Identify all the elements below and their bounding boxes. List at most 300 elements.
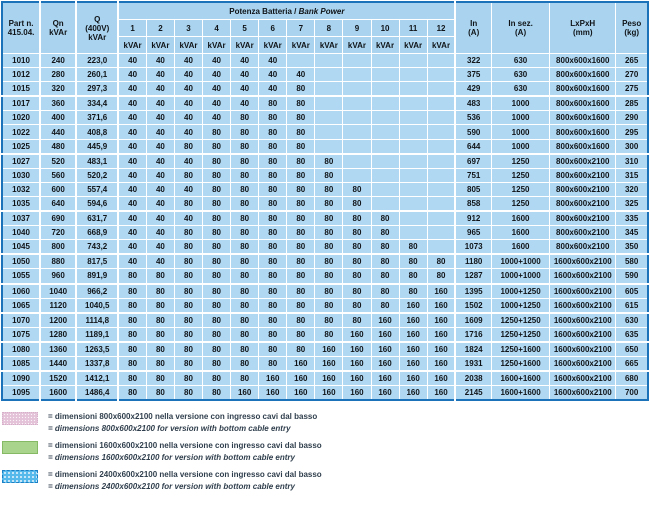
cell-bank-6: 160: [259, 386, 287, 401]
cell-bank-2: 40: [146, 211, 174, 226]
cell-bank-2: 80: [146, 342, 174, 357]
cell-part: 1040: [2, 226, 40, 240]
cell-part: 1080: [2, 342, 40, 357]
cell-in-sez: 1600: [492, 240, 550, 255]
cell-q400: 371,6: [76, 111, 118, 125]
cell-qn: 880: [40, 254, 76, 269]
cell-bank-8: 80: [315, 298, 343, 313]
cell-q400: 223,0: [76, 54, 118, 68]
header-bank-col-5: 5: [231, 20, 259, 37]
cell-qn: 1520: [40, 371, 76, 386]
header-bank-col-1: 1: [118, 20, 146, 37]
cell-qn: 1600: [40, 386, 76, 401]
header-bank-col-3: 3: [174, 20, 202, 37]
cell-in-sez: 630: [492, 68, 550, 82]
cell-bank-9: [343, 168, 371, 182]
cell-bank-5: 80: [231, 111, 259, 125]
legend-line-en: = dimensions 2400x600x2100 for version with bottom cable entry: [48, 482, 295, 492]
cell-bank-11: 80: [399, 240, 427, 255]
cell-qn: 320: [40, 82, 76, 97]
table-row: [2, 182, 648, 196]
cell-bank-6: 80: [259, 168, 287, 182]
cell-bank-1: 40: [118, 211, 146, 226]
cell-bank-4: 80: [203, 182, 231, 196]
cell-qn: 1440: [40, 356, 76, 371]
cell-bank-12: [427, 168, 455, 182]
cell-bank-3: 80: [174, 168, 202, 182]
cell-bank-7: 160: [287, 371, 315, 386]
cell-peso: 285: [616, 96, 648, 111]
header-label: kVAr: [88, 32, 107, 42]
header-part-n: [2, 2, 40, 54]
header-peso: [616, 2, 648, 54]
cell-bank-1: 80: [118, 342, 146, 357]
cell-part: 1030: [2, 168, 40, 182]
cell-bank-1: 40: [118, 226, 146, 240]
cell-bank-4: 40: [203, 82, 231, 97]
cell-part: 1085: [2, 356, 40, 371]
cell-bank-11: 80: [399, 254, 427, 269]
cell-bank-1: 80: [118, 356, 146, 371]
cell-bank-8: 80: [315, 284, 343, 299]
cell-bank-3: 40: [174, 82, 202, 97]
table-row: [2, 342, 648, 357]
table-row: [2, 269, 648, 284]
cell-peso: 325: [616, 196, 648, 211]
cell-bank-9: [343, 139, 371, 154]
cell-bank-9: 80: [343, 298, 371, 313]
cell-peso: 650: [616, 342, 648, 357]
cell-bank-11: [399, 182, 427, 196]
cell-q400: 631,7: [76, 211, 118, 226]
cell-peso: 580: [616, 254, 648, 269]
cell-bank-10: [371, 68, 399, 82]
cell-bank-10: 80: [371, 211, 399, 226]
header-label: (A): [468, 28, 480, 37]
header-label: Peso: [622, 19, 642, 28]
cell-peso: 590: [616, 269, 648, 284]
header-label: Part n.: [8, 19, 34, 28]
cell-bank-11: [399, 68, 427, 82]
cell-qn: 280: [40, 68, 76, 82]
header-bank-power-group: [118, 2, 455, 20]
cell-bank-10: [371, 96, 399, 111]
cell-in: 2038: [455, 371, 491, 386]
cell-bank-5: 80: [231, 327, 259, 342]
cell-dimensions: 800x600x2100: [550, 168, 616, 182]
header-label: Q: [94, 14, 101, 24]
cell-bank-3: 80: [174, 342, 202, 357]
header-label: 415.04.: [7, 28, 35, 37]
cell-peso: 300: [616, 139, 648, 154]
cell-bank-7: 80: [287, 342, 315, 357]
header-bank-unit-4: kVAr: [203, 37, 231, 54]
cell-bank-9: 80: [343, 182, 371, 196]
cell-bank-5: 80: [231, 298, 259, 313]
cell-peso: 605: [616, 284, 648, 299]
cell-bank-1: 40: [118, 125, 146, 139]
cell-bank-12: [427, 96, 455, 111]
legend-swatch-blue: [2, 470, 38, 483]
cell-bank-10: [371, 182, 399, 196]
cell-qn: 600: [40, 182, 76, 196]
cell-bank-9: 160: [343, 371, 371, 386]
cell-bank-6: 80: [259, 182, 287, 196]
legend-item: [2, 411, 650, 435]
table-row: [2, 111, 648, 125]
cell-bank-10: [371, 139, 399, 154]
cell-bank-11: [399, 96, 427, 111]
cell-bank-7: 80: [287, 125, 315, 139]
cell-q400: 1040,5: [76, 298, 118, 313]
cell-bank-11: 160: [399, 342, 427, 357]
table-row: [2, 54, 648, 68]
cell-bank-8: [315, 96, 343, 111]
cell-in-sez: 1600: [492, 211, 550, 226]
cell-in: 697: [455, 154, 491, 169]
cell-bank-4: 80: [203, 342, 231, 357]
cell-in: 1824: [455, 342, 491, 357]
cell-bank-9: 80: [343, 196, 371, 211]
cell-peso: 335: [616, 211, 648, 226]
header-in: [455, 2, 491, 54]
capacitor-bank-spec-table: [1, 1, 649, 401]
cell-bank-9: [343, 68, 371, 82]
cell-bank-4: 40: [203, 111, 231, 125]
cell-dimensions: 1600x600x2100: [550, 313, 616, 328]
cell-part: 1055: [2, 269, 40, 284]
cell-dimensions: 1600x600x2100: [550, 327, 616, 342]
cell-bank-1: 40: [118, 68, 146, 82]
cell-bank-7: 160: [287, 356, 315, 371]
cell-in: 483: [455, 96, 491, 111]
cell-bank-2: 80: [146, 386, 174, 401]
cell-bank-12: [427, 226, 455, 240]
cell-in-sez: 1000: [492, 139, 550, 154]
cell-bank-4: 40: [203, 68, 231, 82]
cell-qn: 720: [40, 226, 76, 240]
cell-peso: 680: [616, 371, 648, 386]
cell-bank-8: 80: [315, 313, 343, 328]
cell-dimensions: 1600x600x2100: [550, 386, 616, 401]
cell-bank-2: 80: [146, 327, 174, 342]
cell-bank-12: [427, 211, 455, 226]
header-bank-col-7: 7: [287, 20, 315, 37]
cell-bank-5: 40: [231, 54, 259, 68]
cell-bank-4: 80: [203, 371, 231, 386]
cell-bank-11: 160: [399, 298, 427, 313]
cell-in-sez: 630: [492, 54, 550, 68]
legend-line-en: = dimensions 800x600x2100 for version with bottom cable entry: [48, 424, 291, 434]
header-bank-unit-11: kVAr: [399, 37, 427, 54]
cell-bank-10: 160: [371, 386, 399, 401]
cell-bank-11: 160: [399, 371, 427, 386]
cell-bank-2: 40: [146, 226, 174, 240]
cell-part: 1060: [2, 284, 40, 299]
cell-peso: 350: [616, 240, 648, 255]
cell-peso: 700: [616, 386, 648, 401]
table-row: [2, 68, 648, 82]
table-row: [2, 154, 648, 169]
cell-dimensions: 800x600x1600: [550, 125, 616, 139]
cell-bank-1: 80: [118, 298, 146, 313]
cell-bank-10: [371, 111, 399, 125]
cell-bank-4: 40: [203, 54, 231, 68]
cell-bank-11: 80: [399, 269, 427, 284]
cell-part: 1032: [2, 182, 40, 196]
cell-bank-2: 40: [146, 168, 174, 182]
cell-bank-2: 40: [146, 254, 174, 269]
catalog-page: [0, 1, 650, 516]
cell-bank-8: 80: [315, 211, 343, 226]
dimension-legend: [2, 411, 650, 493]
header-bank-unit-2: kVAr: [146, 37, 174, 54]
cell-q400: 557,4: [76, 182, 118, 196]
cell-bank-11: [399, 196, 427, 211]
cell-bank-5: 80: [231, 154, 259, 169]
cell-bank-6: 80: [259, 269, 287, 284]
cell-dimensions: 800x600x2100: [550, 154, 616, 169]
cell-bank-3: 80: [174, 371, 202, 386]
legend-text: [48, 411, 317, 435]
cell-bank-2: 80: [146, 269, 174, 284]
cell-bank-9: 80: [343, 284, 371, 299]
cell-bank-2: 80: [146, 284, 174, 299]
cell-in: 429: [455, 82, 491, 97]
cell-bank-7: 80: [287, 211, 315, 226]
cell-bank-7: 80: [287, 226, 315, 240]
cell-q400: 1412,1: [76, 371, 118, 386]
cell-peso: 290: [616, 111, 648, 125]
cell-bank-5: 80: [231, 313, 259, 328]
cell-bank-1: 40: [118, 154, 146, 169]
cell-bank-8: 80: [315, 240, 343, 255]
cell-in-sez: 1000: [492, 125, 550, 139]
header-bank-col-12: 12: [427, 20, 455, 37]
cell-part: 1010: [2, 54, 40, 68]
cell-bank-11: 160: [399, 327, 427, 342]
header-bank-col-10: 10: [371, 20, 399, 37]
cell-qn: 1200: [40, 313, 76, 328]
cell-bank-2: 40: [146, 82, 174, 97]
cell-bank-4: 40: [203, 96, 231, 111]
cell-bank-10: 80: [371, 284, 399, 299]
cell-in-sez: 1000+1000: [492, 269, 550, 284]
cell-in: 858: [455, 196, 491, 211]
cell-bank-8: 80: [315, 226, 343, 240]
cell-q400: 1189,1: [76, 327, 118, 342]
header-bank-col-9: 9: [343, 20, 371, 37]
cell-bank-7: 80: [287, 82, 315, 97]
cell-in-sez: 630: [492, 82, 550, 97]
cell-bank-11: [399, 154, 427, 169]
cell-q400: 1114,8: [76, 313, 118, 328]
cell-dimensions: 1600x600x2100: [550, 342, 616, 357]
cell-in: 1609: [455, 313, 491, 328]
cell-part: 1095: [2, 386, 40, 401]
cell-in: 644: [455, 139, 491, 154]
cell-bank-9: 80: [343, 240, 371, 255]
cell-bank-6: 40: [259, 54, 287, 68]
cell-qn: 1280: [40, 327, 76, 342]
cell-bank-6: 80: [259, 342, 287, 357]
cell-in-sez: 1250+1250: [492, 327, 550, 342]
cell-dimensions: 800x600x2100: [550, 240, 616, 255]
cell-bank-6: 40: [259, 82, 287, 97]
cell-in-sez: 1250+1600: [492, 342, 550, 357]
cell-bank-3: 40: [174, 68, 202, 82]
legend-line-en: = dimensions 1600x600x2100 for version with bottom cable entry: [48, 453, 295, 463]
header-bank-unit-7: kVAr: [287, 37, 315, 54]
cell-bank-5: 80: [231, 168, 259, 182]
cell-bank-3: 80: [174, 254, 202, 269]
cell-in: 322: [455, 54, 491, 68]
cell-bank-6: 80: [259, 327, 287, 342]
cell-bank-4: 80: [203, 154, 231, 169]
cell-bank-3: 40: [174, 54, 202, 68]
cell-bank-2: 40: [146, 111, 174, 125]
cell-dimensions: 800x600x2100: [550, 211, 616, 226]
cell-peso: 270: [616, 68, 648, 82]
cell-bank-11: 160: [399, 356, 427, 371]
cell-bank-7: 80: [287, 313, 315, 328]
cell-bank-10: 160: [371, 313, 399, 328]
cell-bank-5: 80: [231, 284, 259, 299]
cell-bank-7: 80: [287, 168, 315, 182]
cell-in: 1716: [455, 327, 491, 342]
cell-in-sez: 1000+1000: [492, 254, 550, 269]
cell-in: 1287: [455, 269, 491, 284]
cell-bank-5: 80: [231, 269, 259, 284]
cell-bank-11: [399, 125, 427, 139]
cell-part: 1012: [2, 68, 40, 82]
cell-q400: 334,4: [76, 96, 118, 111]
cell-bank-9: [343, 111, 371, 125]
cell-q400: 260,1: [76, 68, 118, 82]
cell-bank-10: [371, 54, 399, 68]
cell-bank-12: 160: [427, 371, 455, 386]
cell-dimensions: 800x600x1600: [550, 96, 616, 111]
cell-bank-6: 40: [259, 68, 287, 82]
cell-bank-12: 80: [427, 254, 455, 269]
table-row: [2, 82, 648, 97]
cell-bank-6: 80: [259, 154, 287, 169]
cell-bank-12: [427, 82, 455, 97]
header-label: kVAr: [49, 28, 68, 37]
table-row: [2, 386, 648, 401]
cell-bank-11: [399, 111, 427, 125]
cell-bank-2: 40: [146, 154, 174, 169]
cell-bank-4: 80: [203, 226, 231, 240]
cell-bank-4: 80: [203, 284, 231, 299]
cell-in: 1180: [455, 254, 491, 269]
cell-bank-6: 80: [259, 356, 287, 371]
cell-bank-6: 80: [259, 96, 287, 111]
cell-bank-4: 80: [203, 269, 231, 284]
legend-swatch-green: [2, 441, 38, 454]
cell-bank-10: [371, 196, 399, 211]
cell-q400: 483,1: [76, 154, 118, 169]
header-bank-unit-6: kVAr: [259, 37, 287, 54]
cell-part: 1070: [2, 313, 40, 328]
cell-bank-3: 80: [174, 226, 202, 240]
cell-bank-12: [427, 139, 455, 154]
cell-q400: 408,8: [76, 125, 118, 139]
cell-bank-7: 80: [287, 284, 315, 299]
legend-swatch-pink: [2, 412, 38, 425]
cell-bank-2: 40: [146, 54, 174, 68]
cell-bank-5: 80: [231, 211, 259, 226]
cell-qn: 1360: [40, 342, 76, 357]
cell-bank-3: 80: [174, 327, 202, 342]
cell-qn: 480: [40, 139, 76, 154]
cell-part: 1035: [2, 196, 40, 211]
cell-bank-12: 160: [427, 284, 455, 299]
header-bank-col-11: 11: [399, 20, 427, 37]
cell-in-sez: 1250+1250: [492, 313, 550, 328]
cell-bank-10: 80: [371, 298, 399, 313]
cell-bank-2: 40: [146, 182, 174, 196]
cell-bank-6: 80: [259, 196, 287, 211]
cell-bank-6: 160: [259, 371, 287, 386]
cell-bank-7: 40: [287, 68, 315, 82]
cell-bank-9: 80: [343, 313, 371, 328]
legend-item: [2, 440, 650, 464]
cell-bank-8: 80: [315, 154, 343, 169]
cell-bank-5: 40: [231, 68, 259, 82]
cell-bank-8: [315, 54, 343, 68]
cell-bank-2: 40: [146, 139, 174, 154]
cell-dimensions: 800x600x2100: [550, 196, 616, 211]
cell-dimensions: 800x600x2100: [550, 182, 616, 196]
cell-bank-4: 80: [203, 196, 231, 211]
cell-bank-7: 80: [287, 196, 315, 211]
cell-bank-11: 160: [399, 386, 427, 401]
legend-item: [2, 469, 650, 493]
cell-in: 1073: [455, 240, 491, 255]
cell-bank-5: 80: [231, 240, 259, 255]
header-bank-unit-12: kVAr: [427, 37, 455, 54]
cell-bank-5: 80: [231, 125, 259, 139]
cell-qn: 690: [40, 211, 76, 226]
cell-peso: 665: [616, 356, 648, 371]
cell-bank-1: 80: [118, 386, 146, 401]
cell-bank-4: 80: [203, 168, 231, 182]
cell-q400: 297,3: [76, 82, 118, 97]
cell-part: 1027: [2, 154, 40, 169]
cell-bank-2: 80: [146, 371, 174, 386]
cell-bank-1: 40: [118, 54, 146, 68]
cell-bank-12: [427, 182, 455, 196]
cell-bank-3: 40: [174, 125, 202, 139]
cell-bank-12: [427, 154, 455, 169]
cell-bank-4: 80: [203, 356, 231, 371]
cell-in: 536: [455, 111, 491, 125]
cell-bank-6: 80: [259, 211, 287, 226]
cell-in-sez: 1600+1600: [492, 386, 550, 401]
cell-bank-1: 40: [118, 182, 146, 196]
cell-bank-8: 80: [315, 254, 343, 269]
cell-bank-5: 80: [231, 226, 259, 240]
table-row: [2, 254, 648, 269]
cell-bank-3: 80: [174, 284, 202, 299]
cell-bank-12: 160: [427, 313, 455, 328]
cell-bank-12: 160: [427, 298, 455, 313]
cell-bank-3: 80: [174, 313, 202, 328]
cell-bank-4: 80: [203, 327, 231, 342]
legend-text: [48, 469, 322, 493]
cell-bank-6: 80: [259, 111, 287, 125]
